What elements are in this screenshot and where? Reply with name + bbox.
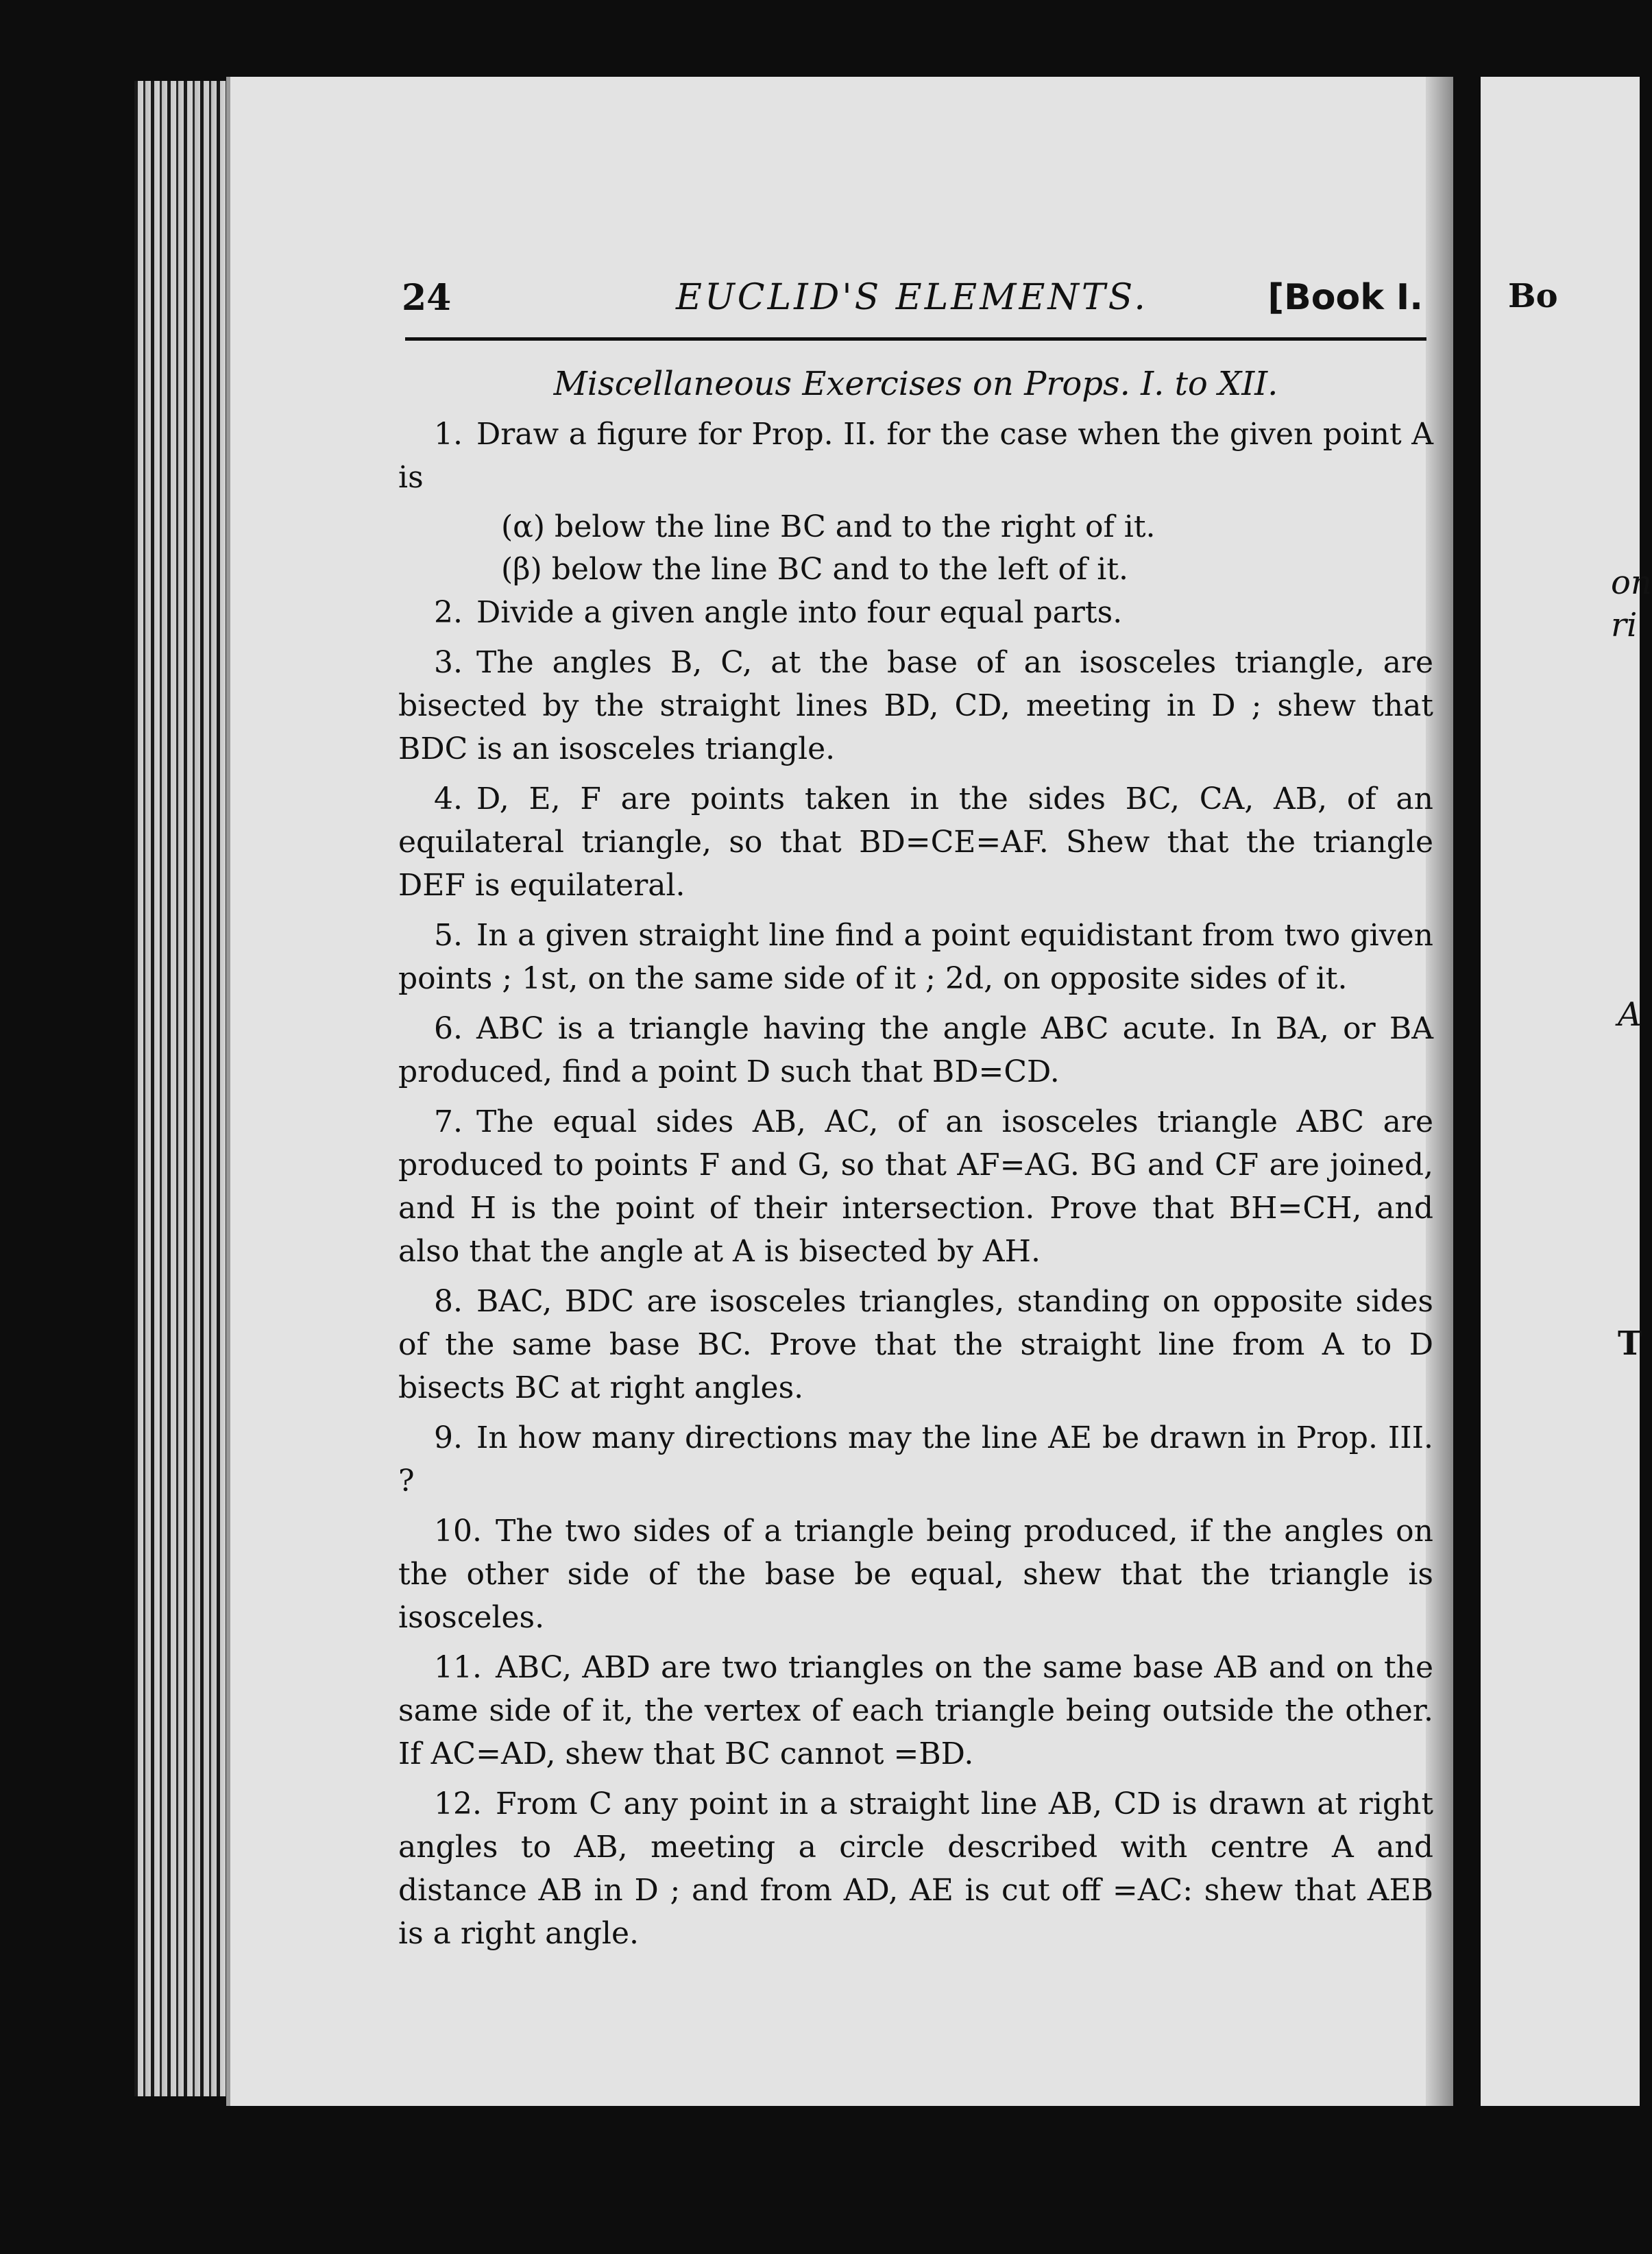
exercise-text: The two sides of a triangle being produced, if the angles on the other side of the base be equal, shew that the triangle is isosceles. — [398, 1514, 1433, 1635]
exercise-number: 2. — [434, 595, 463, 630]
exercise-item — [398, 591, 1433, 634]
exercise-text: D, E, F are points taken in the sides BC, CA, AB, of an equilateral triangle, so that BD=CE=AF. Shew that the triangle DEF is equilateral. — [398, 781, 1433, 903]
exercise-item — [398, 1510, 1433, 1639]
book-label: [Book I. — [1267, 277, 1423, 318]
exercise-text: ABC, ABD are two triangles on the same base AB and on the same side of it, the vertex of each triangle being outside the other. If AC=AD, shew that BC cannot =BD. — [398, 1650, 1433, 1771]
exercise-item — [398, 1646, 1433, 1776]
exercise-list — [398, 413, 1433, 1962]
exercise-item — [398, 777, 1433, 907]
header-rule — [405, 337, 1426, 341]
exercise-number: 3. — [434, 645, 463, 680]
page-edges — [134, 81, 230, 2096]
exercise-text: BAC, BDC are isosceles triangles, standing on opposite sides of the same base BC. Prove that the straight line from A to D bisects BC at right angles. — [398, 1284, 1433, 1405]
exercise-item — [398, 1280, 1433, 1409]
page-number: 24 — [402, 277, 452, 319]
next-page-fragment-2: ri — [1611, 606, 1638, 644]
next-page-fragment-4: T — [1618, 1324, 1642, 1363]
exercise-text: In how many directions may the line AE be drawn in Prop. III. ? — [398, 1420, 1433, 1499]
exercise-number: 7. — [434, 1104, 463, 1139]
exercise-item — [398, 641, 1433, 771]
running-head — [402, 270, 1430, 325]
exercise-text: The angles B, C, at the base of an isosceles triangle, are bisected by the straight lines BD, CD, meeting in D ; shew that BDC is an isosceles triangle. — [398, 645, 1433, 766]
exercise-item — [398, 1416, 1433, 1503]
exercise-number: 10. — [434, 1514, 482, 1549]
exercise-text: Divide a given angle into four equal parts. — [476, 595, 1123, 630]
exercise-text: ABC is a triangle having the angle ABC acute. In BA, or BA produced, find a point D such that BD=CD. — [398, 1011, 1433, 1089]
running-title: EUCLID'S ELEMENTS. — [676, 277, 1148, 318]
exercise-text: Draw a figure for Prop. II. for the case when the given point A is — [398, 417, 1433, 495]
exercise-text: The equal sides AB, AC, of an isosceles triangle ABC are produced to points F and G, so that AF=AG. BG and CF are joined, and H is the point of their intersection. Prove that BH=CH, and also that the angle at A is bisected by AH. — [398, 1104, 1433, 1269]
exercise-item — [398, 1782, 1433, 1955]
exercise-sub-item: (β) below the line BC and to the left of it. — [501, 552, 1129, 587]
next-page-fragment-3: A — [1618, 995, 1642, 1034]
exercise-number: 4. — [434, 781, 463, 816]
exercise-item — [398, 1007, 1433, 1093]
exercise-number: 11. — [434, 1650, 482, 1685]
next-page-fragment-1: on — [1611, 564, 1652, 602]
exercise-text: In a given straight line find a point equidistant from two given points ; 1st, on the same side of it ; 2d, on opposite sides of it. — [398, 918, 1433, 996]
exercise-number: 8. — [434, 1284, 463, 1319]
exercise-number: 1. — [434, 417, 463, 452]
left-page — [226, 77, 1453, 2106]
exercise-item — [398, 413, 1433, 499]
exercise-number: 6. — [434, 1011, 463, 1046]
exercise-item — [398, 1100, 1433, 1273]
exercise-number: 12. — [434, 1786, 482, 1821]
next-page-header: Bo — [1508, 277, 1558, 315]
section-title: Miscellaneous Exercises on Props. I. to XII. — [553, 365, 1278, 403]
exercise-number: 5. — [434, 918, 463, 953]
exercise-sub-item: (α) below the line BC and to the right of it. — [501, 509, 1156, 544]
next-page-edge — [1481, 77, 1652, 2106]
exercise-number: 9. — [434, 1420, 463, 1455]
exercise-item — [398, 914, 1433, 1000]
exercise-text: From C any point in a straight line AB, CD is drawn at right angles to AB, meeting a circle described with centre A and distance AB in D ; and from AD, AE is cut off =AC: shew that AEB is a right angle. — [398, 1786, 1433, 1951]
